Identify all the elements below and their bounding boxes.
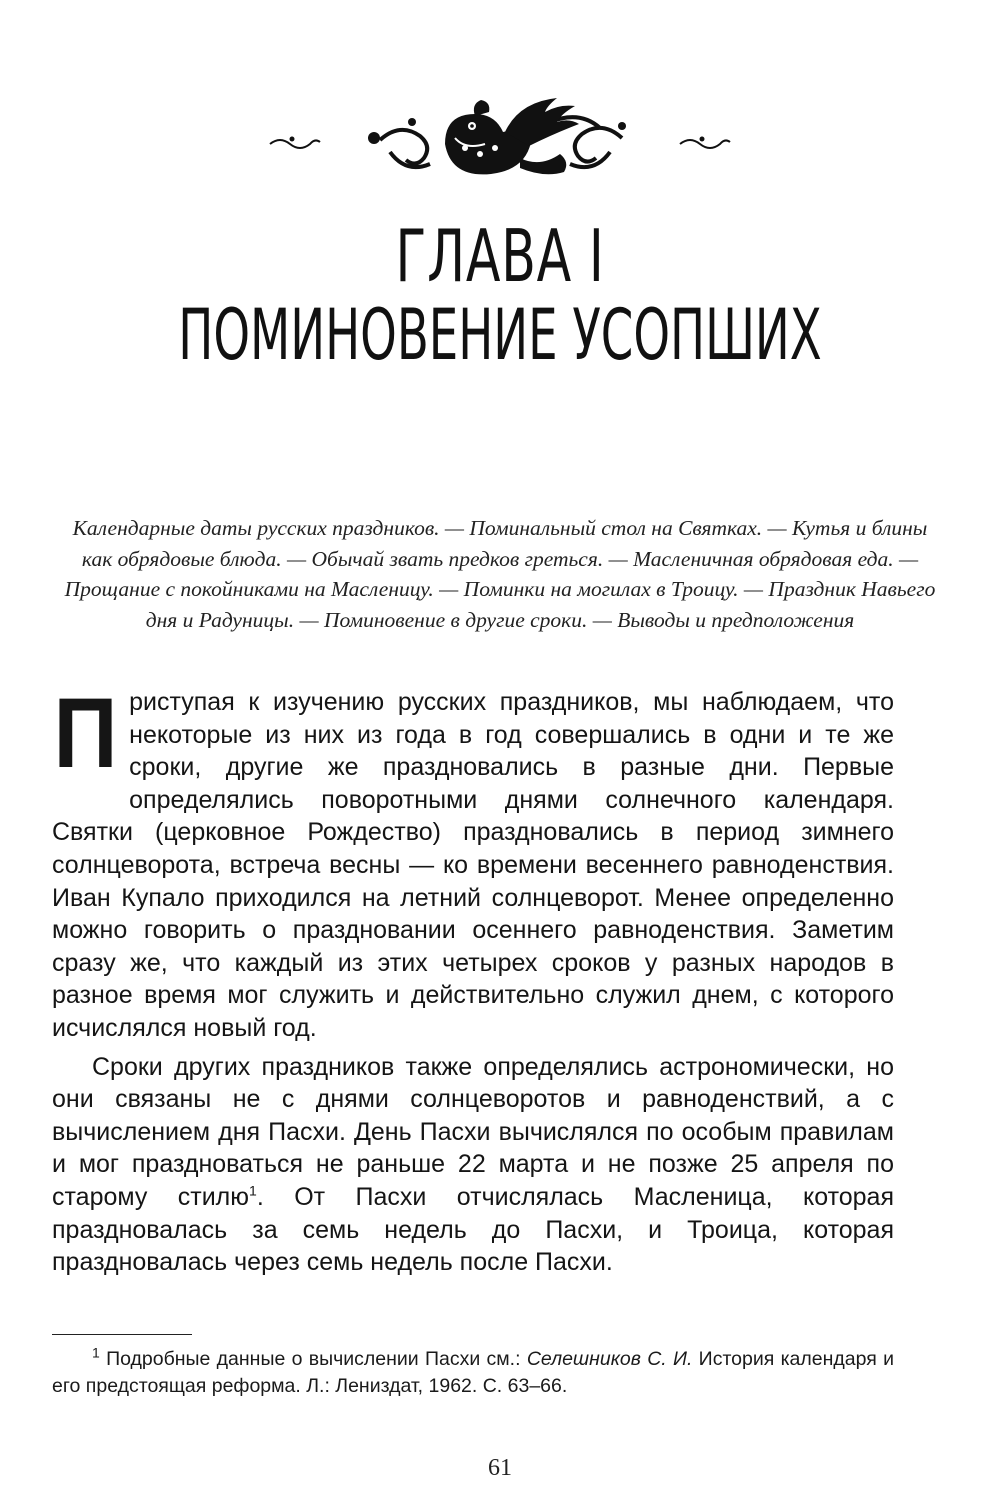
page-number: 61 — [488, 1455, 512, 1481]
paragraph-2 — [52, 1051, 894, 1279]
chapter-synopsis: Календарные даты русских праздников. — Поминальный стол на Святках. — Кутья и блины как обрядовые блюда. — Обычай звать предков греться. — Масленичная обрядовая еда. — Прощание с покойниками на Масленицу. — Поминки на могилах в Троицу. — Праздник Навьего дня и Радуницы. — Поминовение в другие сроки. — Выводы и предположения — [64, 516, 936, 632]
chapter-title: ПОМИНОВЕНИЕ УСОПШИХ — [178, 294, 822, 376]
firebird-ornament-icon — [250, 92, 750, 192]
paragraph-2-text-a: Сроки других праздников также определялись астрономически, но они связаны не с днями солнцеворотов и равноденствий, а с вычислением дня Пасхи. День Пасхи вычислялся по особым правилам и мог праздноваться не раньше 22 марта и не позже 25 апреля по старому стилю — [52, 1052, 894, 1211]
paragraph-1-text: риступая к изучению русских праздников, мы наблюдаем, что некоторые из них из года в год совершались в одни и те же сроки, другие же праздновались в разные дни. Первые определялись поворотными днями солнечного календаря. Святки (церковное Рождество) праздновались в период зимнего солнцеворота, встреча весны — ко времени весеннего равноденствия. Иван Купало приходился на летний солнцеворот. Менее определенно можно говорить о праздновании осеннего равноденствия. Заметим сразу же, что каждый из этих четырех сроков у разных народов в разное время мог служить и действительно служил днем, с которого исчислялся новый год. — [52, 688, 894, 1042]
chapter-heading — [0, 214, 1000, 376]
chapter-number: ГЛАВА I — [395, 214, 605, 298]
footnote-ref[interactable]: 1 — [249, 1182, 257, 1199]
paragraph-1 — [52, 677, 894, 1045]
drop-cap: П — [53, 677, 118, 788]
body-text — [52, 677, 894, 1279]
footnote-marker: 1 — [92, 1344, 100, 1361]
footnote-author: Селешников С. И. — [526, 1348, 693, 1370]
footnote — [52, 1346, 894, 1400]
footnote-text-b: История календаря и его предстоящая реформа. Л.: Лениздат, 1962. С. 63–66. — [52, 1348, 894, 1397]
footnote-text-a: Подробные данные о вычислении Пасхи см.: — [99, 1348, 527, 1370]
paragraph-2-text-b: . От Пасхи отчислялась Масленица, которая праздновалась за семь недель до Пасхи, и Троица, которая праздновалась через семь недель после Пасхи. — [52, 1182, 894, 1277]
footnote-divider — [52, 1334, 192, 1335]
